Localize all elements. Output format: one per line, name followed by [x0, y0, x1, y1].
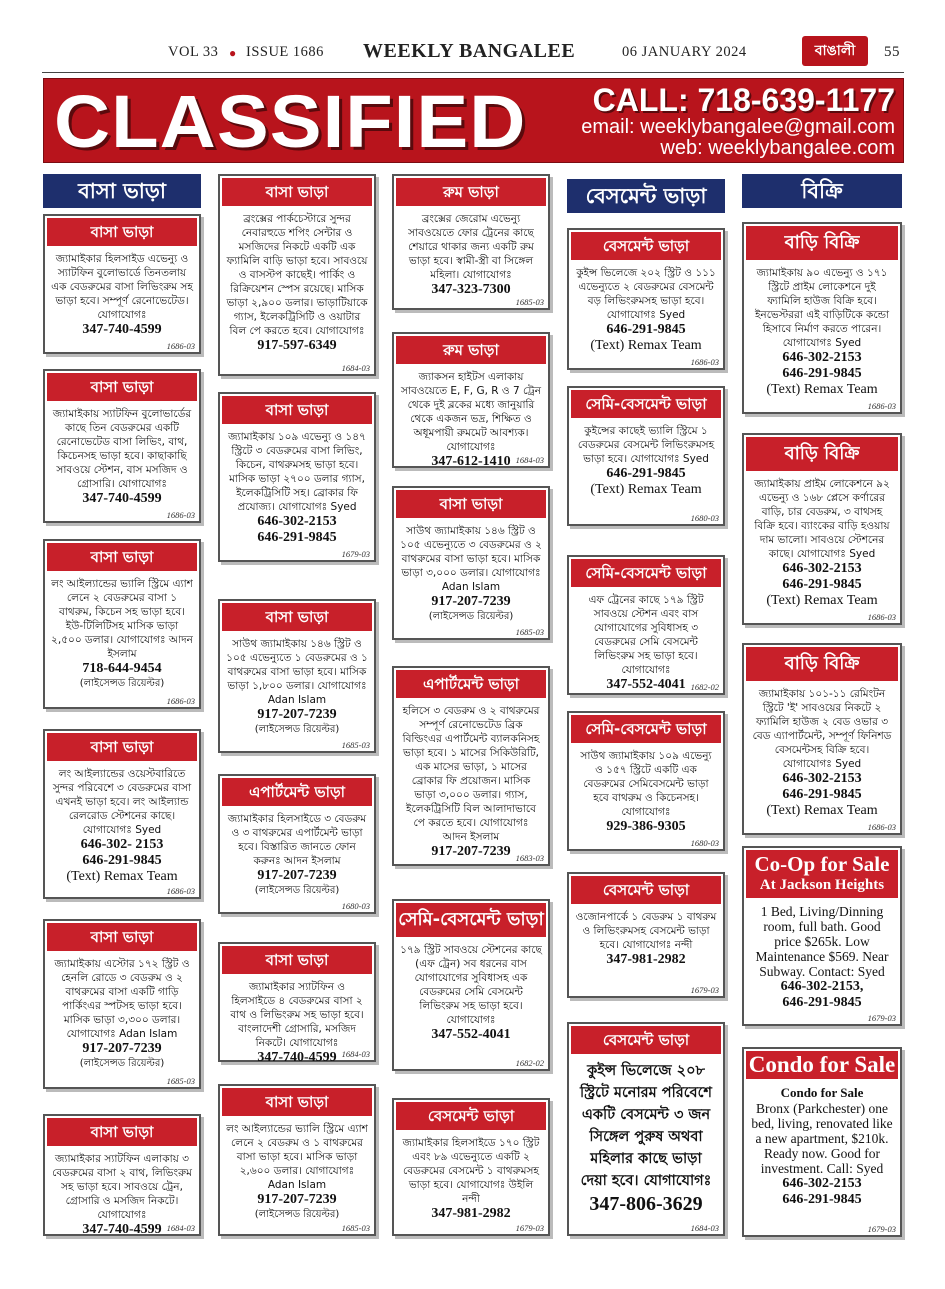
ad-body: সাউথ জ্যামাইকায় ১৪৬ স্ট্রিট ও ১০৫ এভেন্যুতে ১ বেডরুমের ও ১ বাথরুমের বাসা ভাড়া হবে। মাসিক ভাড়া ১,৮০০ ডলার। যোগাযোগঃ Adan Islam: [226, 638, 368, 706]
ad-code: 1685-03: [341, 1223, 370, 1233]
ad-house-rent: [218, 942, 376, 1065]
ad-title: এপার্টমেন্ট ভাড়া: [222, 778, 372, 806]
ad-title: বাসা ভাড়া: [396, 490, 546, 518]
ad-title: বাড়ি বিক্রি: [746, 647, 898, 681]
ad-body: কুইন্স ভিলেজে ২০২ স্ট্রিট ও ১১১ এভেন্যুতে ২ বেডরুমের বেসমেন্ট বড় লিভিংরুমসহ ভাড়া হবে। যোগাযোগঃ Syed: [576, 267, 716, 321]
ad-phone: 646-291-9845: [606, 466, 686, 481]
ad-phone: 718-644-9454: [82, 661, 162, 676]
ad-code: 1685-03: [341, 740, 370, 750]
ad-title: বাসা ভাড়া: [222, 946, 372, 974]
ad-note: (লাইসেন্সড রিয়েল্টর): [254, 724, 340, 735]
ad-note: (Text) Remax Team: [590, 482, 702, 497]
ad-title: বাড়ি বিক্রি: [746, 226, 898, 260]
ad-title: বাড়ি বিক্রি: [746, 437, 898, 471]
ad-phone: 646-302-2153: [782, 771, 862, 786]
ad-body: জ্যামাইকার হিলসাইডে ৩ বেডরুম ও ৩ বাথরুমের এপার্টমেন্ট ভাড়া হবে। বিস্তারিত জানতে ফোন করুনঃ আদন ইসলাম: [227, 813, 367, 867]
ad-code: 1686-03: [867, 822, 896, 832]
ad-coop-sale: [742, 846, 902, 1026]
ad-code: 1679-03: [867, 1224, 896, 1234]
ad-body: জ্যামাইকায় ১০৯ এভেন্যু ও ১৪৭ স্ট্রিটে ৩ বেডরুমের বাসা লিভিং, কিচেন, বাথরুমসহ ভাড়া হবে। মাসিক ভাড়া ২৭০০ ডলার গ্যাস, ইলেকট্রিসিটি সহ। ব্রোকার ফি প্রযোজ্য। যোগাযোগঃ Syed: [228, 431, 366, 513]
ad-title: বেসমেন্ট ভাড়া: [571, 1026, 721, 1054]
ad-house-rent: [43, 539, 201, 709]
page-number: 55: [884, 44, 900, 60]
ad-title: Condo for Sale: [746, 1051, 898, 1079]
ad-title: সেমি-বেসমেন্ট ভাড়া: [571, 390, 721, 418]
ad-title: বাসা ভাড়া: [222, 603, 372, 631]
ad-house-sale: [742, 643, 902, 835]
ad-code: 1685-03: [515, 297, 544, 307]
ad-phone: 646-302-2153: [782, 561, 862, 576]
ad-phone: 646-291-9845: [606, 322, 686, 337]
ad-code: 1686-03: [166, 696, 195, 706]
ad-body: হলিসে ৩ বেডরুম ও ২ বাথরুমের সম্পূর্ণ রেনোভেটেড ব্রিক বিল্ডিংএর এপার্টমেন্ট ব্যালকনিসহ ভাড়া হবে। ১ মাসের সিকিউরিটি, এক মাসের ভাড়া, ১ মাসের ব্রোকার ফি প্রয়োজন। মাসিক ভাড়া ৩,০০০ ডলার। গ্যাস, ইলেকট্রিসিটি বিল আলাদাভাবে পে করতে হবে। যোগাযোগঃ আদন ইসলাম: [402, 705, 540, 843]
ad-title: বেসমেন্ট ভাড়া: [571, 232, 721, 260]
section-heading-basement: বেসমেন্ট ভাড়া: [567, 179, 725, 213]
ad-phone: 347-323-7300: [431, 282, 511, 297]
ad-code: 1686-03: [867, 612, 896, 622]
ad-house-rent: [218, 392, 376, 562]
ad-house-rent: [43, 729, 201, 899]
ad-code: 1685-03: [166, 1076, 195, 1086]
ad-basement-rent: [392, 1098, 550, 1236]
ad-room-rent: [392, 174, 550, 310]
ad-title: রুম ভাড়া: [396, 336, 546, 364]
ad-basement-rent: [567, 228, 725, 370]
ad-house-rent: [218, 174, 376, 376]
ad-phone-2: 646-291-9845: [257, 530, 337, 545]
ad-phone-2: 646-291-9845: [782, 787, 862, 802]
ad-body: জ্যামাইকার হিলসাইড এভেন্যু ও স্যাটফিন বুলোভার্ডে তিনতলায় এক বেডরুমের বাসা লিভিংরুম সহ ভাড়া হবে। সম্পূর্ণ রেনোভেটেড। যোগাযোগঃ: [51, 253, 193, 321]
ad-house-rent: [43, 919, 201, 1089]
ad-code: 1683-03: [515, 853, 544, 863]
ad-phone: 917-597-6349: [257, 338, 337, 353]
ad-note: (Text) Remax Team: [766, 803, 878, 818]
ad-basement-rent: [567, 1022, 725, 1236]
ad-code: 1684-03: [341, 363, 370, 373]
ad-apartment-rent: [392, 666, 550, 866]
ad-phone: 917-207-7239: [431, 844, 511, 859]
ad-phone: 917-207-7239: [257, 1192, 337, 1207]
ad-subtitle: At Jackson Heights: [759, 877, 885, 893]
ad-condo-sale: [742, 1047, 902, 1237]
banner-email: email: weeklybangalee@gmail.com: [581, 116, 895, 138]
ad-title: বেসমেন্ট ভাড়া: [396, 1102, 546, 1130]
ad-body: জ্যামাইকার স্যাটফিন ও হিলসাইডে ৪ বেডরুমের বাসা ২ বাথ ও লিভিংরুম সহ ভাড়া হবে। বাংলাদেশী গ্রোসারি, মসজিদ নিকটে। যোগাযোগঃ: [230, 981, 364, 1049]
ad-phone-2: 646-291-9845: [782, 995, 862, 1010]
ad-phone: 347-740-4599: [257, 1050, 337, 1065]
ad-phone: 347-740-4599: [82, 1222, 162, 1237]
ad-semi-basement-rent: [567, 386, 725, 526]
ad-phone: 646-302-2153: [782, 1176, 862, 1191]
ad-house-rent: [43, 1114, 201, 1236]
ad-code: 1685-03: [515, 627, 544, 637]
ad-subtitle: Condo for Sale: [780, 1085, 864, 1100]
banner-call: CALL: 718-639-1177: [592, 82, 895, 118]
ad-body: জ্যামাইকায় স্যাটফিন বুলোভার্ডের কাছে তিন বেডরুমের একটি রেনোভেটেড বাসা লিভিং, বাথ, কিচেনসহ ভাড়া হবে। কাছাকাছি সাবওয়ে স্টেশন, বাস মসজিদ ও গ্রোসারি। যোগাযোগঃ: [52, 408, 192, 490]
ad-title: বাসা ভাড়া: [222, 178, 372, 206]
publication-logo: বাঙালী: [802, 36, 868, 66]
ad-body: লং আইল্যান্ডের ভ্যালি স্ট্রিমে এ্যাশ লেনে ২ বেডরুম ও ১ বাথরুমের বাসা ভাড়া হবে। মাসিক ভাড়া ২,৬০০ ডলার। যোগাযোগঃ Adan Islam: [226, 1123, 368, 1191]
ad-phone-2: 646-291-9845: [82, 853, 162, 868]
ad-body: জ্যামাইকার স্যাটফিন এলাকায় ৩ বেডরুমের বাসা ২ বাথ, লিভিংরুম সহ ভাড়া হবে। সাবওয়ে ট্রেন, গ্রোসারি ও মসজিদ নিকটে। যোগাযোগঃ: [52, 1153, 192, 1221]
ad-title: বেসমেন্ট ভাড়া: [571, 876, 721, 904]
ad-body: Bronx (Parkchester) one bed, living, renovated like a new apartment, $210k. Ready now. Good for investment. Call: Syed: [751, 1101, 893, 1176]
volume: VOL 33: [168, 44, 219, 60]
section-heading-rent: বাসা ভাড়া: [43, 174, 201, 208]
ad-title: বাসা ভাড়া: [47, 218, 197, 246]
classified-banner: [43, 78, 904, 163]
ad-title: বাসা ভাড়া: [222, 396, 372, 424]
ad-note: (Text) Remax Team: [590, 338, 702, 353]
ad-title: বাসা ভাড়া: [47, 1118, 197, 1146]
ad-phone: 646-302-2153: [257, 514, 337, 529]
ad-phone: 347-981-2982: [431, 1206, 511, 1221]
ad-phone: 917-207-7239: [257, 868, 337, 883]
ad-code: 1684-03: [690, 1223, 719, 1233]
ad-note: (লাইসেন্সড রিয়েল্টর): [428, 611, 514, 622]
ad-phone: 347-806-3629: [589, 1193, 703, 1215]
ad-body: ১৭৯ স্ট্রিট সাবওয়ে স্টেশনের কাছে (এফ ট্রেন) সব ধরনের বাস যোগাযোগের সুবিধাসহ এক বেডরুমের সেমি বেসমেন্ট লিভিংরুম সহ ভাড়া হবে। যোগাযোগঃ: [400, 944, 542, 1026]
ad-code: 1684-03: [341, 1049, 370, 1059]
ad-phone: 646-302-2153,: [780, 979, 864, 994]
ad-code: 1686-03: [166, 886, 195, 896]
ad-code: 1679-03: [867, 1013, 896, 1023]
ad-code: 1686-03: [690, 357, 719, 367]
ad-room-rent: [392, 332, 550, 468]
ad-phone-2: 646-291-9845: [782, 1192, 862, 1207]
publication-name: WEEKLY BANGALEE: [363, 40, 576, 62]
ad-house-rent: [43, 369, 201, 523]
ad-code: 1686-03: [166, 510, 195, 520]
ad-house-rent: [218, 599, 376, 753]
ad-body: এফ ট্রেনের কাছে ১৭৯ স্ট্রিট সাবওয়ে স্টেশন এবং বাস যোগাযোগের সুবিধাসহ ৩ বেডরুমের সেমি বেসমেন্ট লিভিংরুম সহ ভাড়া হবে। যোগাযোগঃ: [588, 594, 704, 676]
ad-phone: 347-612-1410: [431, 454, 511, 469]
ad-body: 1 Bed, Living/Dinning room, full bath. Good price $265k. Low Maintenance $569. Near Subway. Contact: Syed: [755, 904, 889, 979]
ad-code: 1686-03: [166, 341, 195, 351]
ad-body: লং আইল্যান্ডের ভ্যালি স্ট্রিমে এ্যাশ লেনে ২ বেডরুমের বাসা ১ বাথরুম, কিচেন সহ ভাড়া হবে। ইউ-টিলিটিসহ মাসিক ভাড়া ২,৫০০ ডলার। যোগাযোগঃ আদন ইসলাম: [51, 578, 193, 660]
ad-body: জ্যামাইকায় ৯০ এভেন্যু ও ১৭১ স্ট্রিটে প্রাইম লোকেশনে দুই ফ্যামিলি হাউজ বিক্রি হবে। ইনভেস্টররা এই বাড়িটিকে কন্ডো হিসাবে নির্মাণ করতে পারেন। যোগাযোগঃ Syed: [754, 267, 890, 349]
ad-title: বাসা ভাড়া: [222, 1088, 372, 1116]
issue: ISSUE 1686: [246, 44, 324, 60]
ad-phone: 347-552-4041: [606, 677, 686, 692]
ad-house-rent: [218, 1084, 376, 1236]
ad-semi-basement-rent: [392, 899, 550, 1071]
ad-title: সেমি-বেসমেন্ট ভাড়া: [396, 903, 546, 937]
ad-title: রুম ভাড়া: [396, 178, 546, 206]
bullet-icon: ●: [229, 46, 237, 60]
ad-phone: 646-302-2153: [782, 350, 862, 365]
ad-note: (Text) Remax Team: [766, 382, 878, 397]
ad-body: জ্যামাইকায় ১০১-১১ রেমিংটন স্ট্রিটে 'ই' সাবওয়ের নিকটে ২ ফ্যামিলি হাউজ ২ বেড ওভার ৩ বেড এ্যাপার্টমেন্ট, সম্পূর্ণ ফিনিশড বেসমেন্টসহ বিক্রি হবে। যোগাযোগঃ Syed: [752, 688, 892, 770]
ad-title: সেমি-বেসমেন্ট ভাড়া: [571, 715, 721, 743]
ad-title: বাসা ভাড়া: [47, 923, 197, 951]
ad-body: ওজোনপার্কে ১ বেডরুম ১ বাথরুম ও লিভিংরুমসহ বেসমেন্ট ভাড়া হবে। যোগাযোগঃ নন্দী: [575, 911, 717, 951]
ad-note: (লাইসেন্সড রিয়েল্টর): [79, 678, 165, 689]
ad-phone-2: 646-291-9845: [782, 577, 862, 592]
ad-code: 1679-03: [341, 549, 370, 559]
ad-house-sale: [742, 222, 902, 414]
ad-body: কুইন্সের কাছেই ভ্যালি স্ট্রিমে ১ বেডরুমের বেসমেন্ট লিভিংরুমসহ ভাড়া হবে। যোগাযোগঃ Syed: [577, 425, 715, 465]
ad-code: 1680-03: [341, 901, 370, 911]
ad-phone: 347-740-4599: [82, 322, 162, 337]
ad-house-rent: [392, 486, 550, 640]
ad-code: 1684-03: [515, 455, 544, 465]
ad-phone: 646-302- 2153: [80, 837, 164, 852]
ad-house-rent: [43, 214, 201, 354]
ad-code: 1682-02: [515, 1058, 544, 1068]
ad-apartment-rent: [218, 774, 376, 914]
ad-code: 1679-03: [690, 985, 719, 995]
ad-code: 1680-03: [690, 838, 719, 848]
banner-web: web: weeklybangalee.com: [660, 137, 895, 159]
ad-body: জ্যামাইকার হিলসাইডে ১৭০ স্ট্রিট এবং ৮৯ এভেন্যুতে একটি ২ বেডরুমের বেসমেন্ট ১ বাথরুমসহ ভাড়া হবে। যোগাযোগঃ উইলি নন্দী: [402, 1137, 540, 1205]
ad-note: (লাইসেন্সড রিয়েল্টর): [254, 1209, 340, 1220]
ad-phone: 347-740-4599: [82, 491, 162, 506]
ad-phone: 917-207-7239: [431, 594, 511, 609]
ad-code: 1684-03: [166, 1223, 195, 1233]
ad-phone: 347-552-4041: [431, 1027, 511, 1042]
ad-house-sale: [742, 433, 902, 625]
ad-phone: 347-981-2982: [606, 952, 686, 967]
ad-code: 1686-03: [867, 401, 896, 411]
issue-date: 06 JANUARY 2024: [622, 44, 747, 60]
ad-code: 1679-03: [515, 1223, 544, 1233]
ad-note: (লাইসেন্সড রিয়েল্টর): [79, 1058, 165, 1069]
ad-body: জ্যাকসন হাইটস এলাকায় সাবওয়েতে E, F, G, R ও 7 ট্রেন থেকে দুই ব্লকের মধ্যে জানুয়ারি থেকে একজন ভদ্র, শিক্ষিত ও অধূমপায়ী রুমমেট আবশ্যক। যোগাযোগঃ: [401, 371, 541, 453]
ad-semi-basement-rent: [567, 555, 725, 695]
ad-phone-2: 646-291-9845: [782, 366, 862, 381]
ad-body: ব্রংক্সের জেরোম এভেন্যু সাবওয়েতে ফোর ট্রেনের কাছে শেয়ারে থাকার জন্য একটি রুম ভাড়া হবে। স্বামী-স্ত্রী বা সিঙ্গেল মহিলা। যোগাযোগঃ: [408, 213, 534, 281]
ad-body: ব্রংক্সের পার্কচেস্টারে সুন্দর নেবারহুডে শপিং সেন্টার ও মসজিদের নিকটে একটি এক ফ্যামিলি বাড়ি ভাড়া হবে। সাবওয়ে ও বাসস্টপ কাছেই। পার্কিং ও রিক্রিয়েশন স্পেস রয়েছে। মাসিক ভাড়া ২,৯০০ ডলার। ভাড়াটিয়াকে গ্যাস, ইলেকট্রিসিটি ও ওয়াটার বিল পে করতে হবে। যোগাযোগঃ: [226, 213, 368, 337]
ad-note: (Text) Remax Team: [66, 869, 178, 884]
ad-note: (লাইসেন্সড রিয়েল্টর): [254, 885, 340, 896]
ad-phone: 929-386-9305: [606, 819, 686, 834]
ad-title: Co-Op for Sale: [754, 852, 890, 876]
ad-phone: 917-207-7239: [82, 1041, 162, 1056]
divider: [42, 72, 904, 73]
ad-code: 1680-03: [690, 513, 719, 523]
ad-body: কুইন্স ভিলেজে ২০৮ স্ট্রিটে মনোরম পরিবেশে একটি বেসমেন্ট ৩ জন সিঙ্গেল পুরুষ অথবা মহিলার কাছে ভাড়া দেয়া হবে। যোগাযোগঃ: [580, 1063, 712, 1189]
ad-body: সাউথ জ্যামাইকায় ১৪৬ স্ট্রিট ও ১০৫ এভেন্যুতে ৩ বেডরুমের ও ২ বাথরুমের বাসা ভাড়া হবে। মাসিক ভাড়া ৩,০০০ ডলার। যোগাযোগঃ Adan Islam: [400, 525, 542, 593]
section-heading-sale: বিক্রি: [742, 174, 902, 208]
ad-code: 1682-02: [690, 682, 719, 692]
ad-note: (Text) Remax Team: [766, 593, 878, 608]
ad-body: লং আইল্যান্ডের ওয়েস্টবারিতে সুন্দর পরিবেশে ৩ বেডরুমের বাসা এখনই ভাড়া হবে। লং আইল্যান্ড রেলরোড স্টেশনের কাছে। যোগাযোগঃ Syed: [52, 768, 192, 836]
ad-body: জ্যামাইকায় এস্টোর ১৭২ স্ট্রিট ও হেনলি রোডে ৩ বেডরুম ও ২ বাথরুমের বাসা একটি গাড়ি পার্কিংএর স্পটসহ ভাড়া হবে। মাসিক ভাড়া ৩,৩০০ ডলার। যোগাযোগঃ Adan Islam: [54, 958, 190, 1040]
ad-body: সাউথ জ্যামাইকায় ১০৯ এভেন্যু ও ১৫৭ স্ট্রিটে একটি এক বেডরুমের সেমিবেসমেন্ট ভাড়া হবে বাথরুম ও কিচেনসহ। যোগাযোগঃ: [580, 750, 712, 818]
ad-title: বাসা ভাড়া: [47, 733, 197, 761]
ad-title: সেমি-বেসমেন্ট ভাড়া: [571, 559, 721, 587]
ad-title: এপার্টমেন্ট ভাড়া: [396, 670, 546, 698]
ad-title: বাসা ভাড়া: [47, 543, 197, 571]
ad-phone: 917-207-7239: [257, 707, 337, 722]
ad-semi-basement-rent: [567, 711, 725, 851]
ad-title-block: [746, 850, 898, 898]
banner-title: CLASSIFIED: [54, 80, 527, 163]
ad-basement-rent: [567, 872, 725, 998]
ad-body: জ্যামাইকায় প্রাইম লোকেশনে ৯২ এভেন্যু ও ১৬৮ প্লেসে কর্ণারের বাড়ি, চার বেডরুম, ৩ বাথসহ বিক্রি হবে। ব্যাংকের বাড়ি হওয়ায় দাম ভালো। সাবওয়ে স্টেশনের কাছে। যোগাযোগঃ Syed: [754, 478, 890, 560]
ad-title: বাসা ভাড়া: [47, 373, 197, 401]
